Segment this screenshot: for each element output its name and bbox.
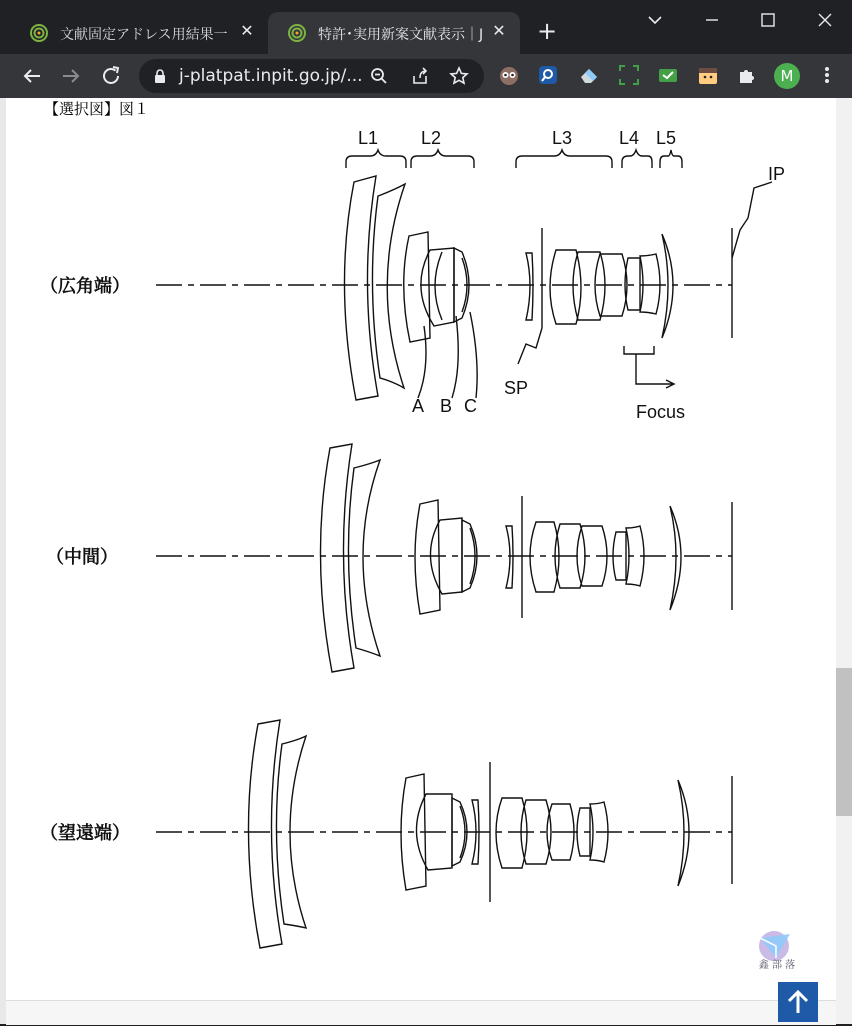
- extension-screenshot-icon[interactable]: [618, 64, 640, 86]
- row-wide-angle: [156, 176, 772, 400]
- jplatpat-favicon-icon: [288, 24, 306, 42]
- tab-document-view[interactable]: [268, 12, 520, 54]
- label-wide-angle: （広角端）: [40, 276, 130, 297]
- focus-arrow: [636, 354, 674, 388]
- extension-eraser-icon[interactable]: [578, 64, 600, 86]
- figure-caption: 【選択図】図１: [44, 100, 150, 118]
- label-l3: L3: [552, 128, 573, 148]
- lens-l3-2: [496, 798, 527, 868]
- bracket-l4: [622, 150, 652, 168]
- tab-strip: [0, 0, 852, 54]
- new-tab-button[interactable]: +: [536, 17, 558, 45]
- lens-l2-1: [404, 232, 430, 342]
- leader-c: [470, 312, 477, 398]
- lens-l1-2: [348, 460, 380, 656]
- row-intermediate: [156, 444, 732, 672]
- label-telephoto: （望遠端）: [40, 823, 130, 844]
- vertical-scrollbar[interactable]: [836, 98, 852, 1024]
- bracket-l1: [346, 150, 406, 168]
- address-bar[interactable]: [139, 59, 484, 93]
- label-intermediate: （中間）: [46, 547, 118, 568]
- profile-avatar[interactable]: M: [774, 63, 800, 89]
- sp-leader: [518, 328, 542, 364]
- tab-title: 特許･実用新案文献表示｜J: [318, 27, 484, 43]
- reload-icon[interactable]: [99, 64, 123, 88]
- label-ip: IP: [768, 164, 786, 184]
- extension-owl-icon[interactable]: [498, 64, 520, 86]
- lens-l5: [678, 780, 689, 886]
- minimize-icon[interactable]: [700, 8, 724, 32]
- url-ellipsis: ...: [346, 66, 363, 86]
- bracket-l2: [411, 150, 474, 168]
- lens-l3-3: [573, 252, 605, 320]
- label-sp: SP: [504, 378, 529, 398]
- focus-bracket: [624, 346, 654, 354]
- ip-leader: [732, 182, 772, 258]
- lock-icon[interactable]: [153, 69, 167, 83]
- document-content: [6, 98, 836, 1024]
- lens-l2-1: [415, 500, 440, 614]
- forward-arrow-icon[interactable]: [59, 64, 83, 88]
- jplatpat-favicon-icon: [30, 24, 48, 42]
- menu-kebab-icon[interactable]: [816, 64, 838, 86]
- close-tab-icon[interactable]: ✕: [240, 21, 254, 40]
- extensions-puzzle-icon[interactable]: [736, 64, 758, 86]
- label-c: C: [464, 396, 477, 416]
- label-b: B: [440, 396, 453, 416]
- lens-l3-1: [506, 526, 513, 588]
- label-focus: Focus: [636, 402, 686, 422]
- extension-mail-check-icon[interactable]: [657, 64, 679, 86]
- page-footer-frame: [6, 1000, 836, 1025]
- lens-l5: [662, 234, 673, 338]
- lens-l2-2: [421, 248, 454, 326]
- extension-face-icon[interactable]: [697, 64, 719, 86]
- lens-l1-2: [372, 184, 405, 388]
- url-host: j-platpat.inpit.go.jp/: [179, 66, 347, 86]
- bracket-l5: [660, 150, 682, 168]
- lens-l4-2: [640, 254, 660, 314]
- tab-title: 文献固定アドレス用結果一: [60, 27, 228, 43]
- leader-b: [452, 316, 458, 398]
- browser-toolbar: [0, 54, 852, 98]
- bracket-l3: [516, 150, 612, 168]
- label-l5: L5: [656, 128, 677, 148]
- lens-diagram: [6, 98, 836, 1024]
- extension-search-icon[interactable]: [537, 64, 559, 86]
- lens-l5: [670, 506, 681, 610]
- lens-l2-3: [435, 252, 442, 320]
- watermark-text: 鑫 部 落: [758, 960, 796, 971]
- tab-search-chevron-icon[interactable]: [643, 8, 667, 32]
- lens-l3-1: [526, 253, 533, 320]
- url-text: [179, 66, 363, 86]
- leader-a: [418, 326, 426, 398]
- close-window-icon[interactable]: [813, 8, 837, 32]
- label-l1: L1: [358, 128, 379, 148]
- close-tab-icon[interactable]: ✕: [492, 21, 506, 40]
- scrollbar-thumb[interactable]: [836, 668, 852, 816]
- row-telephoto: [156, 720, 732, 948]
- zoom-icon[interactable]: [370, 67, 388, 85]
- label-a: A: [412, 396, 425, 416]
- share-icon[interactable]: [410, 66, 430, 86]
- tab-result-list[interactable]: [10, 12, 268, 54]
- arrow-up-icon: [778, 982, 818, 1022]
- label-l4: L4: [619, 128, 640, 148]
- back-arrow-icon[interactable]: [20, 64, 44, 88]
- maximize-icon[interactable]: [756, 8, 780, 32]
- label-l2: L2: [421, 128, 442, 148]
- back-to-top-button[interactable]: [778, 982, 818, 1022]
- bookmark-star-icon[interactable]: [449, 66, 469, 86]
